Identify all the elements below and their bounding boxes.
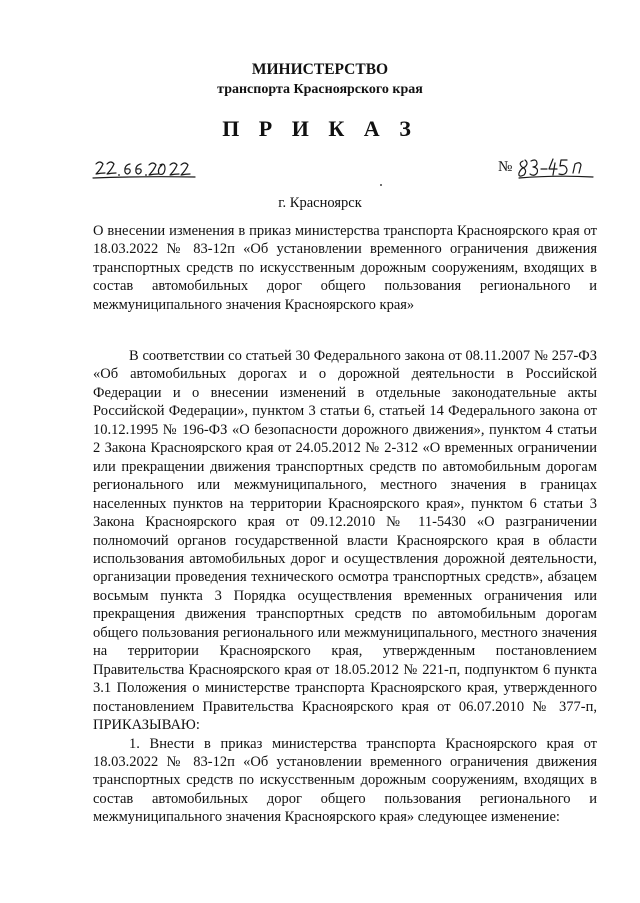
ministry-subtitle: транспорта Красноярского края	[217, 82, 423, 97]
number-sign: №	[498, 159, 513, 175]
handwritten-number	[517, 155, 595, 181]
order-body	[93, 347, 597, 827]
handwritten-date	[92, 156, 197, 182]
order-subject: О внесении изменения в приказ министерства транспорта Красноярского края от 18.03.2022 № 83-12п «Об установлении временного ограничения движения транспортных средств по искусственным дорожным сооружениям, входящих в состав автомобильных дорог общего пользования регионального и межмуниципального значения Красноярского края»	[93, 223, 597, 313]
city-name: г. Красноярск	[278, 195, 362, 211]
preamble-paragraph: В соответствии со статьей 30 Федерального закона от 08.11.2007 № 257-ФЗ «Об автомобильных дорогах и о дорожной деятельности в Российской Федерации и о внесении изменений в отдельные законодательные акты Российской Федерации», пунктом 3 статьи 6, статьей 14 Федерального закона от 10.12.1995 № 196-ФЗ «О безопасности дорожного движения», пунктом 4 статьи 2 Закона Красноярского края от 24.05.2012 № 2-312 «О временных ограничении или прекращении движения транспортных средств по автомобильным дорогам регионального или межмуниципального, местного значения в границах населенных пунктов на территории Красноярского края», пунктом 6 статьи 3 Закона Красноярского края от 09.12.2010 № 11-5430 «О разграничении полномочий органов государственной власти Красноярского края в области использования автомобильных дорог и осуществления дорожной деятельности, организации проведения технического осмотра транспортных средств», абзацем восьмым пункта 3 Порядка осуществления временных ограничения или прекращения движения транспортных средств по автомобильным дорогам общего пользования регионального или межмуниципального, местного значения на территории Красноярского края, утвержденным постановлением Правительства Красноярского края от 18.05.2012 № 221-п, подпунктом 6 пункта 3.1 Положения о министерстве транспорта Красноярского края, утвержденного постановлением Правительства Красноярского края от 06.07.2010 № 377-п, ПРИКАЗЫВАЮ:	[93, 348, 597, 734]
scan-speck	[380, 184, 382, 186]
ministry-header	[0, 60, 640, 100]
order-number	[498, 155, 598, 183]
ministry-title: МИНИСТЕРСТВО	[251, 61, 389, 78]
item-1-paragraph: 1. Внести в приказ министерства транспорта Красноярского края от 18.03.2022 № 83-12п «Об установлении временного ограничения движения транспортных средств по искусственным дорожным сооружениям, входящих в состав автомобильных дорог общего пользования регионального и межмуниципального значения Красноярского края» следующее изменение:	[93, 735, 597, 826]
document-type-title: П Р И К А З	[222, 116, 418, 141]
